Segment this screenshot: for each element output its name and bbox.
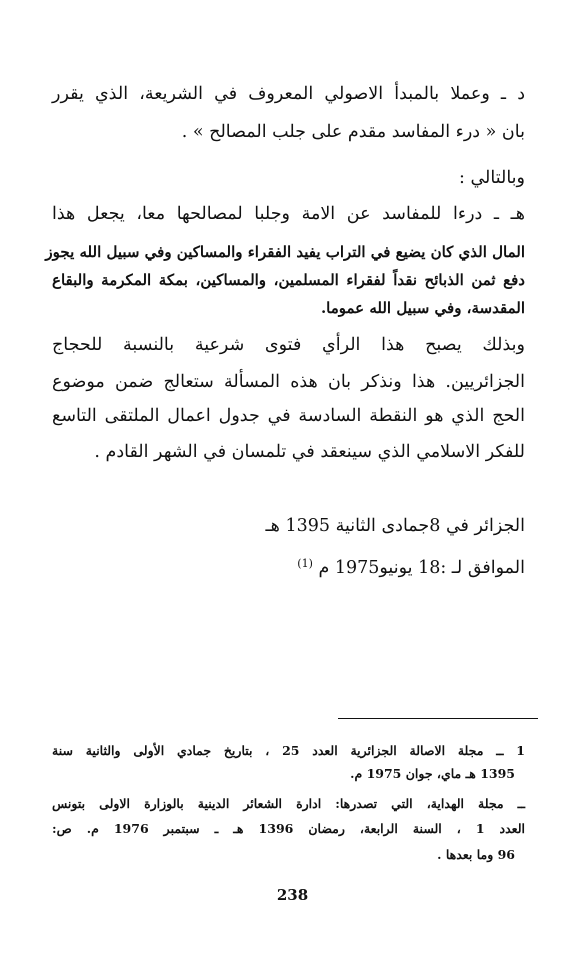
footnote-1-line-2: 1395 هـ ماي، جوان 1975 م. xyxy=(350,766,515,781)
dateline-gregorian xyxy=(52,552,525,580)
dateline-place-date: الجزائر في 8جمادى الثانية 1395 هـ xyxy=(265,516,525,536)
body-line-3: وبالتالي : xyxy=(459,168,525,188)
body-line-10: الحج الذي هو النقطة السادسة في جدول اعمال الملتقى التاسع xyxy=(52,406,525,426)
footnote-reference: (1) xyxy=(297,557,313,570)
body-line-7-bold: المقدسة، وفي سبيل الله عموما. xyxy=(320,299,525,317)
footnote-2-line-2: العدد 1 ، السنة الرابعة، رمضان 1396 هـ ـ سبتمبر 1976 م. ص: xyxy=(52,821,525,836)
footnote-separator xyxy=(338,718,538,719)
body-line-2: بان « درء المفاسد مقدم على جلب المصالح » . xyxy=(181,122,525,142)
page-number: 238 xyxy=(276,886,309,904)
body-line-6-bold: دفع ثمن الذبائح نقداً لفقراء المسلمين، والمساكين، بمكة المكرمة والبقاع xyxy=(52,271,525,289)
body-line-4: هـ ـ درءا للمفاسد عن الامة وجلبا لمصالحها معا، يجعل هذا xyxy=(52,204,525,224)
footnote-1-line-1: 1 ــ مجلة الاصالة الجزائرية العدد 25 ، بتاريخ جمادي الأولى والثانية سنة xyxy=(52,743,525,758)
body-line-1: د ـ وعملا بالمبدأ الاصولي المعروف في الشريعة، الذي يقرر xyxy=(52,84,525,104)
footnote-2-line-1: ــ مجلة الهداية، التي تصدرها: ادارة الشعائر الدينية بالوزارة الاولى بتونس xyxy=(52,796,525,811)
body-line-5-bold: المال الذي كان يضيع في التراب يفيد الفقراء والمساكين وفي سبيل الله يجوز xyxy=(45,243,525,261)
body-line-8: وبذلك يصبح هذا الرأي فتوى شرعية بالنسبة للحجاج xyxy=(52,335,525,355)
body-line-9: الجزائريين. هذا ونذكر بان هذه المسألة ستعالج ضمن موضوع xyxy=(52,372,525,392)
dateline-gregorian-text: الموافق لـ :18 يونيو1975 م xyxy=(318,558,525,578)
footnote-2-line-3: 96 وما بعدها . xyxy=(437,847,515,862)
body-line-11: للفكر الاسلامي الذي سينعقد في تلمسان في الشهر القادم . xyxy=(94,442,525,462)
